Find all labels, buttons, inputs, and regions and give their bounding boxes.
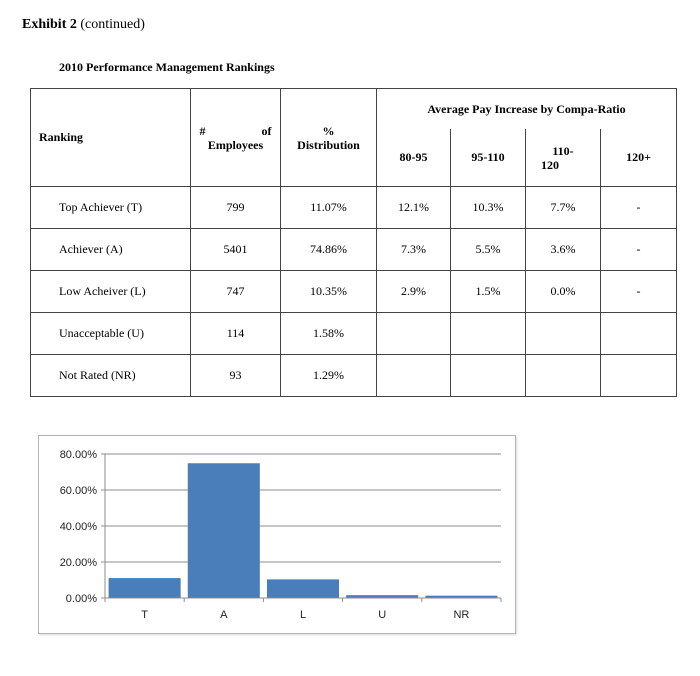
y-tick-label: 80.00%: [59, 449, 97, 461]
header-employees: [191, 89, 281, 187]
cell-employees: 93: [191, 355, 281, 397]
cell-distribution: 10.35%: [281, 271, 377, 313]
cell-distribution: 1.29%: [281, 355, 377, 397]
header-hash: #: [199, 123, 206, 138]
cell-95-110: 5.5%: [451, 229, 526, 271]
cell-employees: 114: [191, 313, 281, 355]
subheader-110-120: [526, 129, 601, 186]
subheader-95-110: 95-110: [451, 129, 526, 186]
table-row: [31, 313, 677, 355]
subheader-80-95: 80-95: [377, 129, 451, 186]
x-tick-label: T: [141, 609, 148, 621]
exhibit-label: Exhibit 2: [22, 17, 77, 32]
subheader-120-plus: 120+: [601, 129, 677, 186]
header-distribution: [281, 89, 377, 187]
subheader-120: 120: [541, 157, 559, 172]
cell-110-120: 7.7%: [526, 187, 601, 229]
distribution-chart: [38, 435, 516, 634]
cell-95-110: [451, 313, 526, 355]
header-employees-hash-of: [200, 124, 272, 138]
cell-employees: 799: [191, 187, 281, 229]
cell-80-95: 7.3%: [377, 229, 451, 271]
chart-svg: [39, 436, 515, 633]
bar-a: [188, 463, 260, 598]
cell-ranking: Not Rated (NR): [31, 355, 191, 397]
table-row: [31, 271, 677, 313]
y-tick-label: 0.00%: [65, 593, 97, 605]
cell-80-95: [377, 355, 451, 397]
header-ranking: Ranking: [31, 89, 191, 187]
cell-80-95: [377, 313, 451, 355]
exhibit-suffix: (continued): [76, 17, 145, 32]
cell-ranking: Low Acheiver (L): [31, 271, 191, 313]
x-tick-label: A: [220, 609, 228, 621]
cell-110-120: 0.0%: [526, 271, 601, 313]
header-of: of: [261, 123, 272, 138]
y-tick-label: 60.00%: [59, 485, 97, 497]
table-row: [31, 187, 677, 229]
cell-distribution: 1.58%: [281, 313, 377, 355]
x-tick-label: L: [299, 609, 307, 621]
bar-l: [267, 579, 339, 598]
cell-95-110: [451, 355, 526, 397]
cell-ranking: Achiever (A): [31, 229, 191, 271]
cell-95-110: 1.5%: [451, 271, 526, 313]
header-pct: %: [322, 123, 335, 138]
exhibit-title: [22, 17, 145, 33]
subheader-110: 110-: [552, 143, 574, 158]
cell-110-120: [526, 355, 601, 397]
cell-80-95: 12.1%: [377, 187, 451, 229]
bar-t: [109, 578, 181, 598]
table-header-row: [31, 89, 677, 130]
cell-distribution: 11.07%: [281, 187, 377, 229]
y-tick-label: 20.00%: [59, 557, 97, 569]
cell-120-plus: [601, 313, 677, 355]
cell-ranking: Top Achiever (T): [31, 187, 191, 229]
rankings-table: [30, 88, 677, 397]
x-tick-label: U: [378, 609, 387, 621]
header-avg-pay: Average Pay Increase by Compa-Ratio: [377, 89, 677, 130]
cell-120-plus: -: [601, 229, 677, 271]
cell-80-95: 2.9%: [377, 271, 451, 313]
x-tick-label: NR: [453, 609, 470, 621]
table-row: [31, 229, 677, 271]
cell-120-plus: [601, 355, 677, 397]
cell-ranking: Unacceptable (U): [31, 313, 191, 355]
table-title: 2010 Performance Management Rankings: [59, 60, 275, 74]
cell-110-120: 3.6%: [526, 229, 601, 271]
cell-110-120: [526, 313, 601, 355]
cell-employees: 747: [191, 271, 281, 313]
cell-120-plus: -: [601, 187, 677, 229]
cell-employees: 5401: [191, 229, 281, 271]
y-tick-label: 40.00%: [59, 521, 97, 533]
header-distribution-label: Distribution: [297, 137, 360, 152]
table-row: [31, 355, 677, 397]
cell-95-110: 10.3%: [451, 187, 526, 229]
cell-120-plus: -: [601, 271, 677, 313]
header-employees-label: Employees: [207, 137, 264, 152]
cell-distribution: 74.86%: [281, 229, 377, 271]
